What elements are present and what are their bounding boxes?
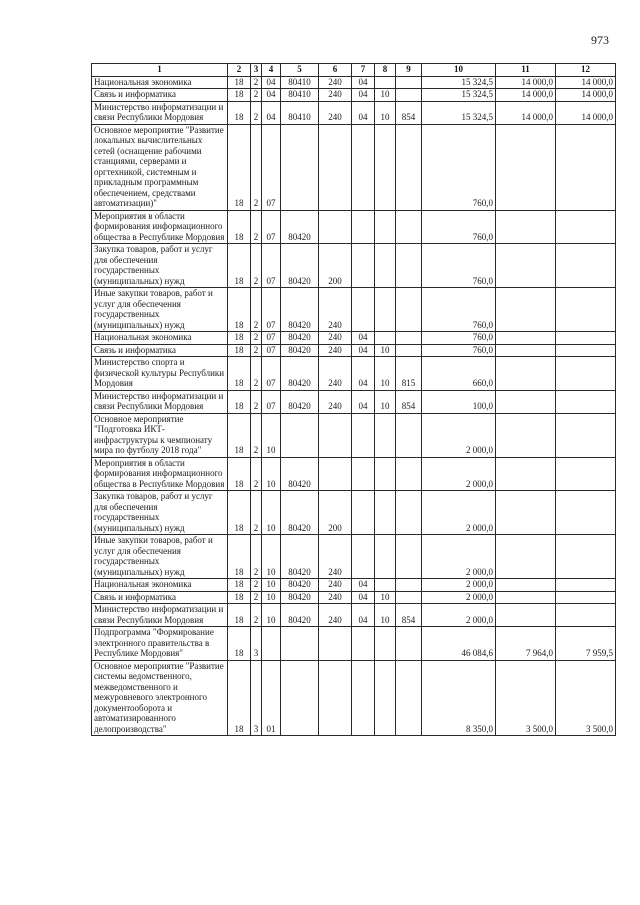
cell-amount-2018 — [496, 579, 556, 592]
cell-rz: 04 — [352, 344, 375, 357]
cell-rz: 04 — [352, 604, 375, 627]
cell-subprogram: 07 — [262, 332, 281, 345]
cell-amount-2019 — [556, 124, 616, 210]
cell-name: Связь и информатика — [92, 89, 228, 102]
cell-rz — [352, 210, 375, 244]
cell-pr — [375, 579, 396, 592]
cell-pr: 10 — [375, 591, 396, 604]
cell-grbs-code — [396, 660, 422, 736]
cell-grbs: 18 — [228, 101, 251, 124]
header-cell-7: 7 — [352, 64, 375, 77]
cell-amount-2018: 7 964,0 — [496, 627, 556, 661]
cell-subprogram: 10 — [262, 491, 281, 535]
cell-vr: 240 — [319, 76, 352, 89]
cell-amount-2019: 14 000,0 — [556, 89, 616, 102]
table-header-row — [92, 64, 616, 77]
cell-program: 2 — [251, 457, 262, 491]
cell-direction: 80420 — [281, 579, 319, 592]
cell-program: 3 — [251, 660, 262, 736]
cell-rz: 04 — [352, 76, 375, 89]
cell-subprogram: 07 — [262, 357, 281, 391]
cell-pr — [375, 535, 396, 579]
table-row — [92, 591, 616, 604]
cell-grbs-code — [396, 627, 422, 661]
cell-pr: 10 — [375, 604, 396, 627]
cell-subprogram: 10 — [262, 535, 281, 579]
cell-pr: 10 — [375, 357, 396, 391]
cell-amount-2017: 2 000,0 — [422, 591, 496, 604]
table-row — [92, 660, 616, 736]
cell-program: 2 — [251, 332, 262, 345]
cell-amount-2019 — [556, 244, 616, 288]
cell-amount-2019: 3 500,0 — [556, 660, 616, 736]
cell-grbs: 18 — [228, 627, 251, 661]
budget-table — [91, 63, 616, 736]
cell-name: Национальная экономика — [92, 579, 228, 592]
cell-amount-2017: 100,0 — [422, 390, 496, 413]
cell-amount-2019 — [556, 579, 616, 592]
table-row — [92, 288, 616, 332]
cell-subprogram: 01 — [262, 660, 281, 736]
cell-amount-2017: 2 000,0 — [422, 604, 496, 627]
cell-name: Основное мероприятие "Развитие локальных вычислительных сетей (оснащение рабочими станциями, серверами и оргтехникой, системным и прикладным программным обеспечением, средствами автоматизации)" — [92, 124, 228, 210]
cell-rz — [352, 535, 375, 579]
cell-pr — [375, 413, 396, 457]
cell-grbs: 18 — [228, 579, 251, 592]
cell-amount-2017: 2 000,0 — [422, 413, 496, 457]
cell-direction: 80410 — [281, 101, 319, 124]
cell-amount-2017: 46 084,6 — [422, 627, 496, 661]
cell-amount-2017: 660,0 — [422, 357, 496, 391]
cell-subprogram: 10 — [262, 579, 281, 592]
cell-amount-2018 — [496, 604, 556, 627]
cell-name: Связь и информатика — [92, 344, 228, 357]
cell-grbs-code — [396, 413, 422, 457]
cell-subprogram: 04 — [262, 101, 281, 124]
cell-amount-2018 — [496, 591, 556, 604]
cell-amount-2017: 760,0 — [422, 288, 496, 332]
page-number: 973 — [591, 33, 609, 47]
cell-vr: 240 — [319, 332, 352, 345]
cell-amount-2018 — [496, 390, 556, 413]
cell-amount-2018 — [496, 457, 556, 491]
table-row — [92, 627, 616, 661]
header-cell-9: 9 — [396, 64, 422, 77]
cell-vr: 240 — [319, 591, 352, 604]
cell-vr: 240 — [319, 288, 352, 332]
cell-vr — [319, 457, 352, 491]
cell-direction: 80420 — [281, 604, 319, 627]
cell-name: Министерство информатизации и связи Республики Мордовия — [92, 101, 228, 124]
cell-pr — [375, 288, 396, 332]
cell-vr: 240 — [319, 535, 352, 579]
cell-vr: 240 — [319, 101, 352, 124]
cell-subprogram: 04 — [262, 89, 281, 102]
cell-name: Мероприятия в области формирования информационного общества в Республике Мордовия — [92, 457, 228, 491]
cell-amount-2019 — [556, 288, 616, 332]
cell-vr — [319, 124, 352, 210]
cell-vr: 200 — [319, 244, 352, 288]
cell-vr: 240 — [319, 390, 352, 413]
cell-direction: 80410 — [281, 76, 319, 89]
cell-amount-2019 — [556, 357, 616, 391]
cell-name: Основное мероприятие "Развитие системы ведомственного, межведомственного и межуровневого электронного документооборота и автоматизированного делопроизводства" — [92, 660, 228, 736]
cell-grbs-code — [396, 210, 422, 244]
table-row — [92, 124, 616, 210]
cell-vr — [319, 210, 352, 244]
cell-vr: 240 — [319, 604, 352, 627]
cell-direction: 80420 — [281, 332, 319, 345]
cell-name: Основное мероприятие "Подготовка ИКТ-инфраструктуры к чемпионату мира по футболу 2018 года" — [92, 413, 228, 457]
cell-amount-2017: 2 000,0 — [422, 579, 496, 592]
cell-program: 2 — [251, 124, 262, 210]
cell-rz — [352, 413, 375, 457]
cell-grbs-code — [396, 579, 422, 592]
cell-pr — [375, 627, 396, 661]
cell-rz — [352, 124, 375, 210]
cell-amount-2017: 2 000,0 — [422, 491, 496, 535]
cell-amount-2018: 14 000,0 — [496, 76, 556, 89]
cell-subprogram: 07 — [262, 244, 281, 288]
cell-amount-2018 — [496, 357, 556, 391]
cell-program: 2 — [251, 535, 262, 579]
cell-direction: 80420 — [281, 344, 319, 357]
cell-name: Закупка товаров, работ и услуг для обеспечения государственных (муниципальных) нужд — [92, 244, 228, 288]
cell-name: Министерство информатизации и связи Республики Мордовия — [92, 604, 228, 627]
cell-amount-2019 — [556, 535, 616, 579]
cell-direction — [281, 627, 319, 661]
cell-grbs: 18 — [228, 604, 251, 627]
cell-grbs-code — [396, 457, 422, 491]
table-row — [92, 244, 616, 288]
cell-rz: 04 — [352, 101, 375, 124]
cell-amount-2019 — [556, 413, 616, 457]
cell-vr: 240 — [319, 357, 352, 391]
cell-amount-2018 — [496, 344, 556, 357]
cell-pr: 10 — [375, 101, 396, 124]
table-row — [92, 604, 616, 627]
cell-program: 2 — [251, 288, 262, 332]
cell-amount-2019: 14 000,0 — [556, 76, 616, 89]
cell-pr — [375, 332, 396, 345]
cell-grbs: 18 — [228, 210, 251, 244]
cell-grbs-code: 854 — [396, 390, 422, 413]
cell-subprogram — [262, 627, 281, 661]
cell-grbs: 18 — [228, 332, 251, 345]
cell-grbs: 18 — [228, 76, 251, 89]
cell-pr: 10 — [375, 344, 396, 357]
cell-subprogram: 07 — [262, 390, 281, 413]
cell-direction: 80420 — [281, 390, 319, 413]
header-cell-12: 12 — [556, 64, 616, 77]
cell-grbs-code — [396, 76, 422, 89]
cell-amount-2017: 760,0 — [422, 244, 496, 288]
table-row — [92, 210, 616, 244]
header-cell-10: 10 — [422, 64, 496, 77]
cell-rz — [352, 660, 375, 736]
cell-name: Министерство информатизации и связи Республики Мордовия — [92, 390, 228, 413]
cell-direction: 80420 — [281, 491, 319, 535]
cell-program: 2 — [251, 344, 262, 357]
cell-name: Национальная экономика — [92, 332, 228, 345]
cell-amount-2019 — [556, 591, 616, 604]
cell-amount-2017: 8 350,0 — [422, 660, 496, 736]
cell-amount-2018: 3 500,0 — [496, 660, 556, 736]
cell-direction — [281, 413, 319, 457]
cell-name: Министерство спорта и физической культуры Республики Мордовия — [92, 357, 228, 391]
cell-rz: 04 — [352, 390, 375, 413]
cell-grbs: 18 — [228, 535, 251, 579]
cell-direction: 80420 — [281, 457, 319, 491]
header-cell-1: 1 — [92, 64, 228, 77]
cell-pr — [375, 210, 396, 244]
cell-program: 2 — [251, 604, 262, 627]
cell-rz — [352, 491, 375, 535]
header-cell-6: 6 — [319, 64, 352, 77]
cell-program: 3 — [251, 627, 262, 661]
cell-amount-2017: 15 324,5 — [422, 89, 496, 102]
cell-direction: 80420 — [281, 591, 319, 604]
cell-direction: 80410 — [281, 89, 319, 102]
cell-program: 2 — [251, 244, 262, 288]
cell-amount-2018: 14 000,0 — [496, 89, 556, 102]
cell-pr — [375, 124, 396, 210]
table-row — [92, 535, 616, 579]
cell-subprogram: 10 — [262, 604, 281, 627]
cell-amount-2017: 760,0 — [422, 124, 496, 210]
cell-amount-2017: 2 000,0 — [422, 535, 496, 579]
cell-subprogram: 10 — [262, 457, 281, 491]
cell-name: Национальная экономика — [92, 76, 228, 89]
cell-subprogram: 07 — [262, 344, 281, 357]
cell-amount-2018 — [496, 288, 556, 332]
cell-amount-2019 — [556, 332, 616, 345]
cell-grbs: 18 — [228, 89, 251, 102]
cell-pr — [375, 76, 396, 89]
cell-amount-2017: 760,0 — [422, 332, 496, 345]
cell-amount-2018 — [496, 491, 556, 535]
cell-amount-2018: 14 000,0 — [496, 101, 556, 124]
cell-amount-2017: 15 324,5 — [422, 76, 496, 89]
cell-subprogram: 10 — [262, 591, 281, 604]
cell-rz: 04 — [352, 357, 375, 391]
cell-subprogram: 07 — [262, 124, 281, 210]
cell-grbs: 18 — [228, 288, 251, 332]
cell-grbs: 18 — [228, 344, 251, 357]
cell-grbs-code — [396, 288, 422, 332]
cell-vr: 240 — [319, 579, 352, 592]
header-cell-8: 8 — [375, 64, 396, 77]
cell-amount-2018 — [496, 332, 556, 345]
cell-grbs-code — [396, 491, 422, 535]
cell-amount-2018 — [496, 535, 556, 579]
table-row — [92, 413, 616, 457]
cell-program: 2 — [251, 579, 262, 592]
cell-vr: 200 — [319, 491, 352, 535]
cell-rz — [352, 457, 375, 491]
cell-program: 2 — [251, 101, 262, 124]
cell-grbs-code — [396, 89, 422, 102]
cell-amount-2018 — [496, 244, 556, 288]
header-cell-3: 3 — [251, 64, 262, 77]
cell-direction: 80420 — [281, 210, 319, 244]
cell-grbs-code — [396, 244, 422, 288]
cell-amount-2019: 7 959,5 — [556, 627, 616, 661]
cell-grbs: 18 — [228, 660, 251, 736]
cell-program: 2 — [251, 210, 262, 244]
cell-amount-2018 — [496, 413, 556, 457]
cell-direction — [281, 660, 319, 736]
header-cell-2: 2 — [228, 64, 251, 77]
cell-name: Закупка товаров, работ и услуг для обеспечения государственных (муниципальных) нужд — [92, 491, 228, 535]
cell-grbs-code — [396, 535, 422, 579]
table-row — [92, 491, 616, 535]
cell-pr — [375, 457, 396, 491]
cell-amount-2018 — [496, 124, 556, 210]
cell-amount-2019 — [556, 390, 616, 413]
cell-amount-2017: 760,0 — [422, 210, 496, 244]
cell-amount-2019 — [556, 491, 616, 535]
cell-vr — [319, 627, 352, 661]
cell-name: Иные закупки товаров, работ и услуг для обеспечения государственных (муниципальных) нужд — [92, 535, 228, 579]
cell-grbs: 18 — [228, 491, 251, 535]
cell-program: 2 — [251, 357, 262, 391]
cell-rz: 04 — [352, 591, 375, 604]
cell-amount-2019 — [556, 344, 616, 357]
cell-grbs-code — [396, 124, 422, 210]
cell-program: 2 — [251, 89, 262, 102]
cell-direction: 80420 — [281, 288, 319, 332]
cell-grbs: 18 — [228, 357, 251, 391]
table-row — [92, 344, 616, 357]
table-row — [92, 101, 616, 124]
table-row — [92, 332, 616, 345]
cell-amount-2018 — [496, 210, 556, 244]
cell-grbs: 18 — [228, 390, 251, 413]
cell-rz: 04 — [352, 332, 375, 345]
table-row — [92, 76, 616, 89]
cell-vr: 240 — [319, 89, 352, 102]
cell-grbs: 18 — [228, 591, 251, 604]
cell-pr — [375, 660, 396, 736]
cell-pr — [375, 491, 396, 535]
cell-amount-2017: 15 324,5 — [422, 101, 496, 124]
cell-amount-2017: 760,0 — [422, 344, 496, 357]
cell-name: Мероприятия в области формирования информационного общества в Республике Мордовия — [92, 210, 228, 244]
cell-vr: 240 — [319, 344, 352, 357]
table-row — [92, 89, 616, 102]
cell-direction: 80420 — [281, 357, 319, 391]
cell-program: 2 — [251, 591, 262, 604]
cell-vr — [319, 660, 352, 736]
cell-pr: 10 — [375, 89, 396, 102]
cell-name: Связь и информатика — [92, 591, 228, 604]
cell-rz — [352, 627, 375, 661]
cell-direction: 80420 — [281, 535, 319, 579]
cell-program: 2 — [251, 390, 262, 413]
cell-grbs-code: 854 — [396, 101, 422, 124]
cell-subprogram: 10 — [262, 413, 281, 457]
cell-name: Иные закупки товаров, работ и услуг для обеспечения государственных (муниципальных) нужд — [92, 288, 228, 332]
cell-pr: 10 — [375, 390, 396, 413]
cell-grbs: 18 — [228, 244, 251, 288]
cell-grbs-code: 815 — [396, 357, 422, 391]
cell-grbs: 18 — [228, 457, 251, 491]
cell-grbs-code — [396, 591, 422, 604]
table-row — [92, 579, 616, 592]
cell-direction: 80420 — [281, 244, 319, 288]
cell-subprogram: 07 — [262, 288, 281, 332]
cell-name: Подпрограмма "Формирование электронного правительства в Республике Мордовия" — [92, 627, 228, 661]
cell-subprogram: 07 — [262, 210, 281, 244]
cell-vr — [319, 413, 352, 457]
cell-amount-2017: 2 000,0 — [422, 457, 496, 491]
cell-grbs: 18 — [228, 124, 251, 210]
cell-direction — [281, 124, 319, 210]
table-row — [92, 390, 616, 413]
cell-amount-2019 — [556, 457, 616, 491]
cell-amount-2019 — [556, 604, 616, 627]
cell-rz: 04 — [352, 89, 375, 102]
cell-rz — [352, 244, 375, 288]
cell-subprogram: 04 — [262, 76, 281, 89]
cell-pr — [375, 244, 396, 288]
cell-program: 2 — [251, 76, 262, 89]
cell-rz — [352, 288, 375, 332]
header-cell-4: 4 — [262, 64, 281, 77]
cell-amount-2019: 14 000,0 — [556, 101, 616, 124]
table-row — [92, 457, 616, 491]
cell-grbs-code — [396, 344, 422, 357]
cell-grbs: 18 — [228, 413, 251, 457]
cell-amount-2019 — [556, 210, 616, 244]
cell-program: 2 — [251, 413, 262, 457]
cell-grbs-code: 854 — [396, 604, 422, 627]
header-cell-11: 11 — [496, 64, 556, 77]
header-cell-5: 5 — [281, 64, 319, 77]
cell-rz: 04 — [352, 579, 375, 592]
cell-program: 2 — [251, 491, 262, 535]
cell-grbs-code — [396, 332, 422, 345]
table-row — [92, 357, 616, 391]
